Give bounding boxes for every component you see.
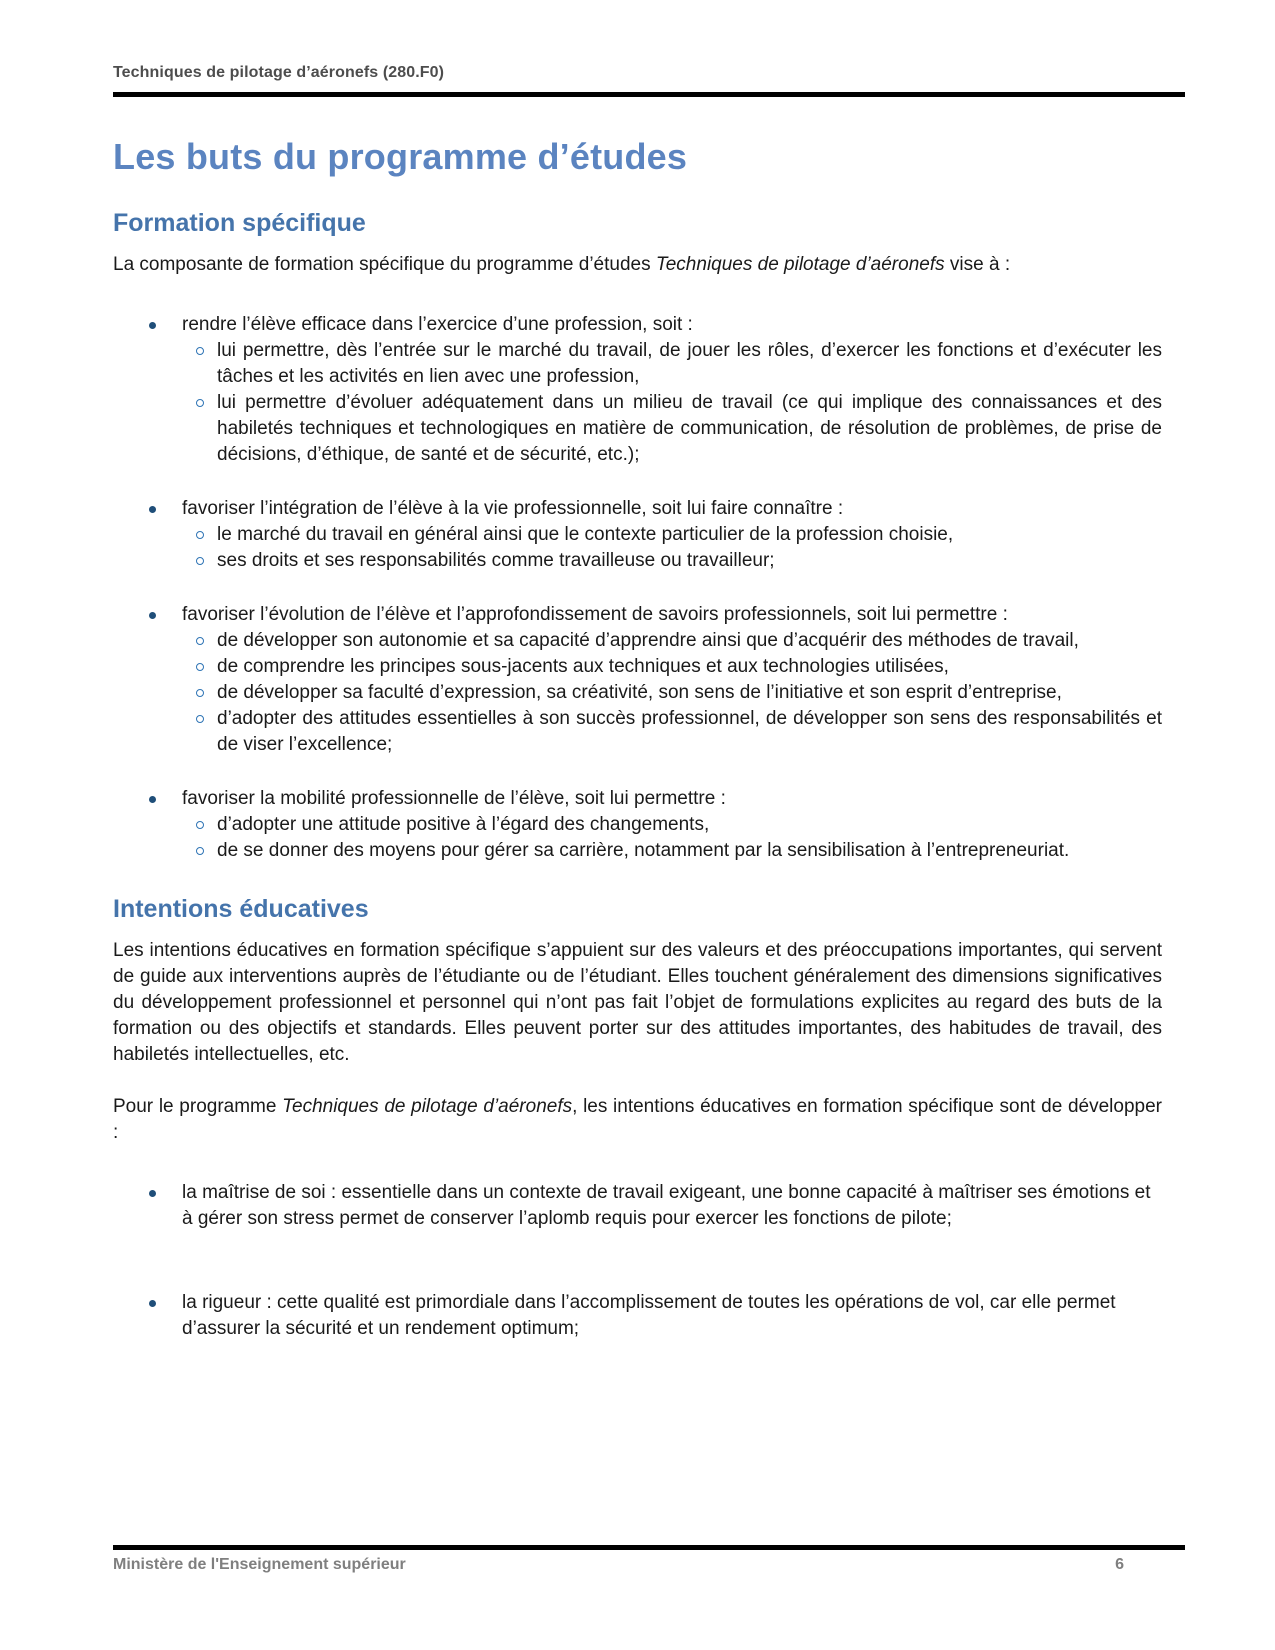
sub-bullet-text: de comprendre les principes sous-jacents aux techniques et aux technologies utilisées,: [217, 656, 949, 677]
page-title: Les buts du programme d’études: [113, 136, 688, 177]
paragraph: [113, 1094, 1162, 1146]
sub-bullet-item: [113, 338, 1162, 390]
bullet-dot-icon: [149, 612, 156, 619]
sub-bullet-item: [113, 548, 1162, 574]
open-circle-bullet-icon: [196, 557, 204, 565]
bullet-text: rendre l’élève efficace dans l’exercice d’une profession, soit :: [182, 314, 693, 335]
paragraph: [113, 938, 1162, 1068]
sub-bullet-item: [113, 628, 1162, 654]
header-rule: [113, 92, 1185, 97]
bullet-text: la maîtrise de soi : essentielle dans un contexte de travail exigeant, une bonne capacité à maîtriser ses émotions et à gérer son stress permet de conserver l’aplomb requis pour exercer les fonctions de pilote;: [182, 1182, 1151, 1229]
text-run: Les intentions éducatives en formation spécifique s’appuient sur des valeurs et des préoccupations importantes, qui servent de guide aux interventions auprès de l’étudiante ou de l’étudiant. Elles touchent généralement des dimensions significatives du développement professionnel et personnel qui n’ont pas fait l’objet de formulations explicites au regard des buts de la formation ou des objectifs et standards. Elles peuvent porter sur des attitudes importantes, des habitudes de travail, des habiletés intellectuelles, etc.: [113, 940, 1162, 1065]
section-heading: Intentions éducatives: [113, 895, 369, 923]
bullet-item: [113, 496, 1162, 522]
running-title: Techniques de pilotage d’aéronefs (280.F0): [113, 64, 445, 81]
bullet-group: [113, 602, 1162, 758]
text-run: Pour le programme: [113, 1096, 283, 1117]
italic-text-run: Techniques de pilotage d’aéronefs: [655, 254, 945, 275]
bullet-dot-icon: [149, 1300, 156, 1307]
open-circle-bullet-icon: [196, 689, 204, 697]
sub-bullet-text: de développer sa faculté d’expression, sa créativité, son sens de l’initiative et son esprit d’entreprise,: [217, 682, 1062, 703]
sub-bullet-text: d’adopter une attitude positive à l’égard des changements,: [217, 814, 710, 835]
bullet-group: [113, 312, 1162, 468]
sub-bullet-text: ses droits et ses responsabilités comme travailleuse ou travailleur;: [217, 550, 775, 571]
bullet-group: [113, 1180, 1162, 1232]
bullet-text: favoriser l’évolution de l’élève et l’approfondissement de savoirs professionnels, soit lui permettre :: [182, 604, 1008, 625]
footer-rule: [113, 1545, 1185, 1550]
document-body: [113, 136, 1162, 1370]
italic-text-run: Techniques de pilotage d’aéronefs: [282, 1096, 573, 1117]
sub-bullet-item: [113, 706, 1162, 758]
bullet-text: favoriser la mobilité professionnelle de l’élève, soit lui permettre :: [182, 788, 726, 809]
open-circle-bullet-icon: [196, 847, 204, 855]
sub-bullet-text: de développer son autonomie et sa capacité d’apprendre ainsi que d’acquérir des méthodes de travail,: [217, 630, 1079, 651]
bullet-group: [113, 1290, 1162, 1342]
bullet-text: la rigueur : cette qualité est primordiale dans l’accomplissement de toutes les opérations de vol, car elle permet d’assurer la sécurité et un rendement optimum;: [182, 1292, 1116, 1339]
bullet-dot-icon: [149, 796, 156, 803]
open-circle-bullet-icon: [196, 663, 204, 671]
sub-bullet-item: [113, 654, 1162, 680]
bullet-dot-icon: [149, 506, 156, 513]
page-header: [113, 64, 1185, 82]
open-circle-bullet-icon: [196, 531, 204, 539]
footer-ministry-label: Ministère de l'Enseignement supérieur: [113, 1556, 406, 1573]
sub-bullet-text: d’adopter des attitudes essentielles à son succès professionnel, de développer son sens des responsabilités et de viser l’excellence;: [217, 708, 1162, 755]
bullet-item: [113, 1180, 1162, 1232]
section-heading: Formation spécifique: [113, 209, 366, 237]
bullet-group: [113, 786, 1162, 864]
open-circle-bullet-icon: [196, 637, 204, 645]
bullet-text: favoriser l’intégration de l’élève à la vie professionnelle, soit lui faire connaître :: [182, 498, 844, 519]
bullet-group: [113, 496, 1162, 574]
open-circle-bullet-icon: [196, 821, 204, 829]
open-circle-bullet-icon: [196, 715, 204, 723]
sub-bullet-item: [113, 522, 1162, 548]
sub-bullet-text: lui permettre, dès l’entrée sur le marché du travail, de jouer les rôles, d’exercer les fonctions et d’exécuter les tâches et les activités en lien avec une profession,: [217, 340, 1162, 387]
open-circle-bullet-icon: [196, 347, 204, 355]
sub-bullet-text: le marché du travail en général ainsi que le contexte particulier de la profession choisie,: [217, 524, 954, 545]
paragraph: [113, 252, 1162, 278]
bullet-item: [113, 786, 1162, 812]
sub-bullet-item: [113, 838, 1162, 864]
bullet-item: [113, 602, 1162, 628]
bullet-item: [113, 1290, 1162, 1342]
sub-bullet-item: [113, 812, 1162, 838]
page-footer: [113, 1556, 1162, 1574]
sub-bullet-item: [113, 390, 1162, 468]
bullet-dot-icon: [149, 1190, 156, 1197]
bullet-dot-icon: [149, 322, 156, 329]
bullet-item: [113, 312, 1162, 338]
text-run: , les intentions éducatives en formation spécifique sont de développer :: [113, 1096, 1162, 1143]
text-run: vise à :: [944, 254, 1011, 275]
sub-bullet-text: lui permettre d’évoluer adéquatement dans un milieu de travail (ce qui implique des connaissances et des habiletés techniques et technologiques en matière de communication, de résolution de problèmes, de prise de décisions, d’éthique, de santé et de sécurité, etc.);: [217, 392, 1162, 465]
footer-page-number: 6: [1115, 1556, 1124, 1573]
sections-container: [113, 208, 1162, 1342]
open-circle-bullet-icon: [196, 399, 204, 407]
text-run: La composante de formation spécifique du programme d’études: [113, 254, 656, 275]
sub-bullet-text: de se donner des moyens pour gérer sa carrière, notamment par la sensibilisation à l’entrepreneuriat.: [217, 840, 1070, 861]
sub-bullet-item: [113, 680, 1162, 706]
